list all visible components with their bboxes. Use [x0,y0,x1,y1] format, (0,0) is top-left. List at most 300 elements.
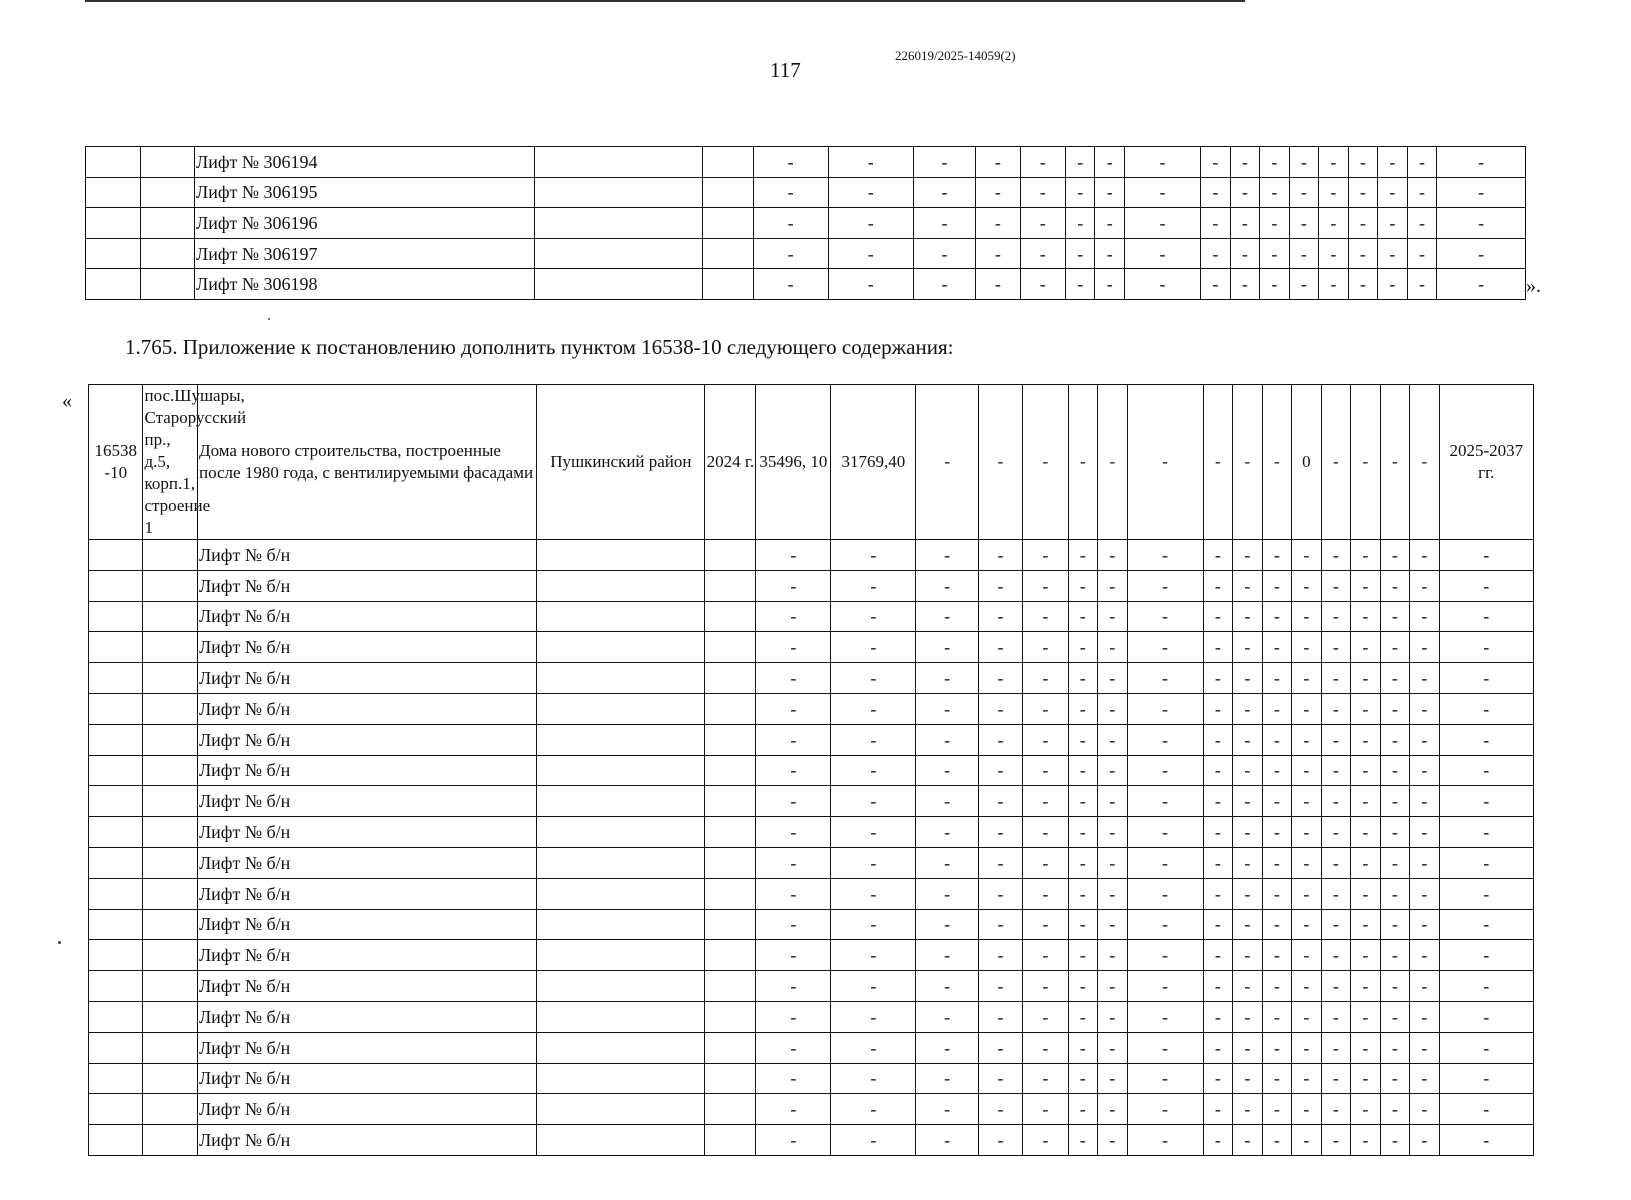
dash-cell: - [1262,909,1292,940]
table-row [89,724,1534,755]
dash-cell: - [1262,540,1292,571]
dash-cell: - [978,1063,1022,1094]
dash-cell: - [1439,570,1533,601]
dash-cell: - [1292,632,1322,663]
empty-number-cell [89,755,143,786]
table-row [89,540,1534,571]
empty-year-cell [705,1125,756,1156]
empty-district-cell [537,878,705,909]
dash-cell: - [1068,1063,1098,1094]
dash-cell: - [1292,663,1322,694]
dash-cell: - [1439,1094,1533,1125]
dash-cell: - [1203,632,1233,663]
dash-cell: - [1125,238,1201,269]
dash-cell: - [1380,786,1410,817]
dash-cell: - [916,570,978,601]
dash-cell: - [1127,693,1203,724]
table-row [86,208,1526,239]
table-row [89,940,1534,971]
registration-number: 226019/2025-14059(2) [895,48,1016,63]
dash-cell: - [1380,724,1410,755]
dash-cell: - [1068,1032,1098,1063]
dash-cell: - [1127,817,1203,848]
dash-cell: - [756,755,831,786]
dash-cell: - [831,971,916,1002]
dash-cell: - [1203,847,1233,878]
dash-cell: - [1233,909,1263,940]
dash-cell: - [1068,786,1098,817]
lift-name-cell: Лифт № б/н [197,601,536,632]
empty-number-cell [89,1094,143,1125]
empty-year-cell [702,177,753,208]
dash-cell: - [831,755,916,786]
dash-cell: - [1410,940,1440,971]
dash-cell: - [1407,177,1437,208]
dash-cell: - [1127,878,1203,909]
dash-cell: - [1410,755,1440,786]
dash-cell: - [916,632,978,663]
dash-cell: - [978,1094,1022,1125]
dash-cell: - [756,540,831,571]
dash-cell: - [1098,786,1128,817]
empty-number-cell [89,540,143,571]
dash-cell: - [1023,693,1068,724]
dash-cell: - [1439,1125,1533,1156]
dash-cell: - [1292,971,1322,1002]
empty-number-cell [89,724,143,755]
dash-cell: - [1233,693,1263,724]
dash-cell: - [1127,1094,1203,1125]
table-row [86,238,1526,269]
dash-cell: - [1351,755,1381,786]
dash-cell: - [756,786,831,817]
dash-cell: - [1289,269,1319,300]
dash-cell: - [916,601,978,632]
year-cell: 2024 г. [705,385,756,540]
dash-cell: - [976,147,1020,178]
empty-address-cell [143,1032,197,1063]
dash-cell: - [1439,724,1533,755]
dash-cell: - [1068,971,1098,1002]
dash-cell: - [756,663,831,694]
scan-speck [58,941,61,944]
dash-cell: - [1407,147,1437,178]
table-row [86,269,1526,300]
dash-cell: - [1351,1032,1381,1063]
dash-cell: - [1410,601,1440,632]
dash-cell: - [1262,693,1292,724]
table-row [89,663,1534,694]
district-cell: Пушкинский район [537,385,705,540]
dash-cell: - [1203,385,1233,540]
dash-cell: - [1321,755,1351,786]
dash-cell: - [1439,909,1533,940]
lift-name-cell: Лифт № б/н [197,909,536,940]
dash-cell: - [1437,269,1526,300]
empty-district-cell [537,540,705,571]
table-row [89,971,1534,1002]
dash-cell: - [1201,147,1231,178]
dash-cell: - [1233,663,1263,694]
dash-cell: - [1233,1063,1263,1094]
dash-cell: - [1437,208,1526,239]
dash-cell: - [1023,632,1068,663]
dash-cell: - [1262,817,1292,848]
dash-cell: - [978,632,1022,663]
dash-cell: - [1351,878,1381,909]
dash-cell: - [1380,847,1410,878]
dash-cell: - [1410,1094,1440,1125]
dash-cell: - [1439,786,1533,817]
dash-cell: - [1380,1001,1410,1032]
dash-cell: - [1292,693,1322,724]
area-living-cell: 31769,40 [831,385,916,540]
dash-cell: - [1380,817,1410,848]
empty-year-cell [705,693,756,724]
dash-cell: - [916,724,978,755]
top-border-line [85,0,1245,2]
dash-cell: - [976,238,1020,269]
empty-district-cell [537,786,705,817]
empty-number-cell [89,940,143,971]
empty-address-cell [143,909,197,940]
dash-cell: - [916,385,978,540]
lift-name-cell: Лифт № б/н [197,1063,536,1094]
dash-cell: - [1233,1032,1263,1063]
dash-cell: - [1233,385,1263,540]
dash-cell: - [1262,724,1292,755]
dash-cell: - [1380,663,1410,694]
dash-cell: - [1439,1063,1533,1094]
dash-cell: - [1321,1063,1351,1094]
dash-cell: - [1203,909,1233,940]
dash-cell: - [1410,971,1440,1002]
dash-cell: - [1203,540,1233,571]
dash-cell: - [1127,1001,1203,1032]
dash-cell: - [1321,1125,1351,1156]
dash-cell: - [1292,847,1322,878]
dash-cell: - [1292,909,1322,940]
dash-cell: - [1410,385,1440,540]
table-row [86,147,1526,178]
dash-cell: - [1098,724,1128,755]
empty-district-cell [537,663,705,694]
empty-district-cell [537,1032,705,1063]
dash-cell: - [978,878,1022,909]
lift-name-cell: Лифт № б/н [197,786,536,817]
empty-year-cell [702,147,753,178]
dash-cell: - [1233,786,1263,817]
lift-table-continued [85,146,1526,300]
dash-cell: - [1378,147,1408,178]
dash-cell: - [1439,632,1533,663]
empty-number-cell [89,1063,143,1094]
dash-cell: - [1068,632,1098,663]
dash-cell: - [1065,177,1095,208]
dash-cell: - [1098,1063,1128,1094]
dash-cell: - [1378,208,1408,239]
dash-cell: - [1378,269,1408,300]
dash-cell: - [831,909,916,940]
dash-cell: - [756,1094,831,1125]
empty-number-cell [89,570,143,601]
dash-cell: - [1020,147,1065,178]
dash-cell: - [1319,177,1349,208]
dash-cell: - [1233,570,1263,601]
dash-cell: - [1127,1032,1203,1063]
dash-cell: - [828,208,913,239]
dash-cell: - [916,540,978,571]
dash-cell: - [1023,847,1068,878]
dash-cell: - [1351,940,1381,971]
dash-cell: - [1410,1063,1440,1094]
dash-cell: - [1289,208,1319,239]
dash-cell: - [1437,238,1526,269]
empty-district-cell [537,1125,705,1156]
dash-cell: - [1201,177,1231,208]
dash-cell: - [1380,755,1410,786]
dash-cell: - [916,755,978,786]
dash-cell: - [978,724,1022,755]
dash-cell: - [1230,208,1260,239]
dash-cell: - [1095,269,1125,300]
empty-address-cell [143,1094,197,1125]
dash-cell: - [1201,269,1231,300]
dash-cell: - [913,208,975,239]
dash-cell: - [1262,1001,1292,1032]
dash-cell: - [756,632,831,663]
dash-cell: - [1023,570,1068,601]
dash-cell: - [1321,971,1351,1002]
empty-number-cell [89,847,143,878]
dash-cell: - [1321,847,1351,878]
scan-speck [268,318,270,320]
dash-cell: - [1098,1001,1128,1032]
empty-address-cell [143,1001,197,1032]
dash-cell: - [1023,724,1068,755]
dash-cell: - [1233,878,1263,909]
dash-cell: - [1127,663,1203,694]
dash-cell: - [1292,1125,1322,1156]
empty-district-cell [534,147,702,178]
dash-cell: - [916,786,978,817]
dash-cell: - [1351,601,1381,632]
dash-cell: - [913,238,975,269]
dash-cell: - [1289,238,1319,269]
dash-cell: - [1127,385,1203,540]
lift-name-cell: Лифт № б/н [197,632,536,663]
empty-district-cell [537,847,705,878]
empty-number-cell [89,1125,143,1156]
dash-cell: - [1230,238,1260,269]
dash-cell: - [1023,1001,1068,1032]
empty-year-cell [705,1001,756,1032]
dash-cell: - [1351,693,1381,724]
dash-cell: - [1380,971,1410,1002]
lift-name-cell: Лифт № 306198 [195,269,535,300]
dash-cell: - [1098,1094,1128,1125]
empty-district-cell [534,177,702,208]
dash-cell: - [1321,724,1351,755]
dash-cell: - [1098,1032,1128,1063]
dash-cell: - [978,1001,1022,1032]
dash-cell: - [1065,147,1095,178]
dash-cell: - [1023,385,1068,540]
empty-year-cell [705,817,756,848]
dash-cell: - [1125,269,1201,300]
dash-cell: - [756,940,831,971]
dash-cell: - [1407,208,1437,239]
table-row [89,601,1534,632]
dash-cell: - [1233,847,1263,878]
dash-cell: - [978,909,1022,940]
dash-cell: - [1410,632,1440,663]
empty-district-cell [537,1063,705,1094]
dash-cell: - [1230,147,1260,178]
dash-cell: - [1351,1063,1381,1094]
dash-cell: - [756,693,831,724]
dash-cell: - [1407,269,1437,300]
dash-cell: - [1321,601,1351,632]
dash-cell: - [1262,971,1292,1002]
dash-cell: - [1321,570,1351,601]
dash-cell: - [1351,971,1381,1002]
dash-cell: - [831,1063,916,1094]
dash-cell: - [1380,1094,1410,1125]
dash-cell: - [1233,940,1263,971]
dash-cell: - [1292,817,1322,848]
dash-cell: - [1321,878,1351,909]
dash-cell: - [978,693,1022,724]
empty-address-cell [143,724,197,755]
empty-number-cell [89,786,143,817]
dash-cell: - [1068,385,1098,540]
lift-name-cell: Лифт № б/н [197,663,536,694]
dash-cell: - [1203,724,1233,755]
dash-cell: - [1023,971,1068,1002]
dash-cell: - [1260,177,1290,208]
dash-cell: - [1098,909,1128,940]
dash-cell: - [831,1094,916,1125]
dash-cell: - [1230,269,1260,300]
lift-name-cell: Лифт № б/н [197,971,536,1002]
dash-cell: - [978,570,1022,601]
dash-cell: - [1439,971,1533,1002]
dash-cell: - [1410,1032,1440,1063]
dash-cell: - [978,817,1022,848]
dash-cell: - [1127,1125,1203,1156]
dash-cell: - [1023,786,1068,817]
dash-cell: - [978,540,1022,571]
empty-year-cell [702,238,753,269]
building-type-cell: Дома нового строительства, построенные после 1980 года, с вентилируемыми фасадами [197,385,536,540]
dash-cell: - [756,971,831,1002]
dash-cell: - [1410,878,1440,909]
dash-cell: - [976,177,1020,208]
dash-cell: - [1233,601,1263,632]
dash-cell: - [978,385,1022,540]
dash-cell: - [1437,177,1526,208]
dash-cell: - [1378,238,1408,269]
dash-cell: - [1439,1001,1533,1032]
dash-cell: - [1203,755,1233,786]
dash-cell: - [831,786,916,817]
dash-cell: - [1380,632,1410,663]
table-row [89,693,1534,724]
empty-year-cell [705,540,756,571]
dash-cell: - [1292,786,1322,817]
empty-district-cell [537,724,705,755]
dash-cell: - [1262,940,1292,971]
dash-cell: - [1023,1032,1068,1063]
dash-cell: - [1068,755,1098,786]
dash-cell: - [831,847,916,878]
empty-address-cell [143,971,197,1002]
dash-cell: - [1321,1032,1351,1063]
dash-cell: - [831,601,916,632]
dash-cell: - [1410,1125,1440,1156]
dash-cell: - [1289,147,1319,178]
empty-year-cell [705,909,756,940]
dash-cell: - [1439,1032,1533,1063]
empty-year-cell [705,940,756,971]
empty-number-cell [86,269,141,300]
dash-cell: - [1098,878,1128,909]
dash-cell: - [916,940,978,971]
dash-cell: - [1439,540,1533,571]
table-row [89,1094,1534,1125]
dash-cell: - [1437,147,1526,178]
dash-cell: - [1321,940,1351,971]
dash-cell: - [913,269,975,300]
dash-cell: - [916,1032,978,1063]
empty-district-cell [537,971,705,1002]
dash-cell: - [1125,177,1201,208]
dash-cell: - [756,878,831,909]
dash-cell: - [756,1125,831,1156]
dash-cell: - [1127,847,1203,878]
table-row [89,632,1534,663]
empty-address-cell [140,208,195,239]
lift-name-cell: Лифт № 306195 [195,177,535,208]
dash-cell: - [1292,540,1322,571]
dash-cell: - [976,269,1020,300]
dash-cell: - [978,1125,1022,1156]
dash-cell: - [1348,208,1378,239]
dash-cell: - [1233,755,1263,786]
lift-name-cell: Лифт № 306197 [195,238,535,269]
lift-name-cell: Лифт № б/н [197,693,536,724]
dash-cell: - [1127,971,1203,1002]
dash-cell: - [916,909,978,940]
empty-address-cell [143,540,197,571]
dash-cell: - [978,971,1022,1002]
lift-name-cell: Лифт № б/н [197,540,536,571]
dash-cell: - [1380,1125,1410,1156]
dash-cell: - [1410,663,1440,694]
empty-district-cell [537,1094,705,1125]
dash-cell: - [1348,269,1378,300]
empty-district-cell [534,269,702,300]
dash-cell: - [1233,724,1263,755]
dash-cell: - [978,755,1022,786]
dash-cell: - [1127,570,1203,601]
empty-district-cell [537,1001,705,1032]
table-row [89,786,1534,817]
empty-year-cell [705,878,756,909]
dash-cell: - [1262,847,1292,878]
dash-cell: - [1068,909,1098,940]
